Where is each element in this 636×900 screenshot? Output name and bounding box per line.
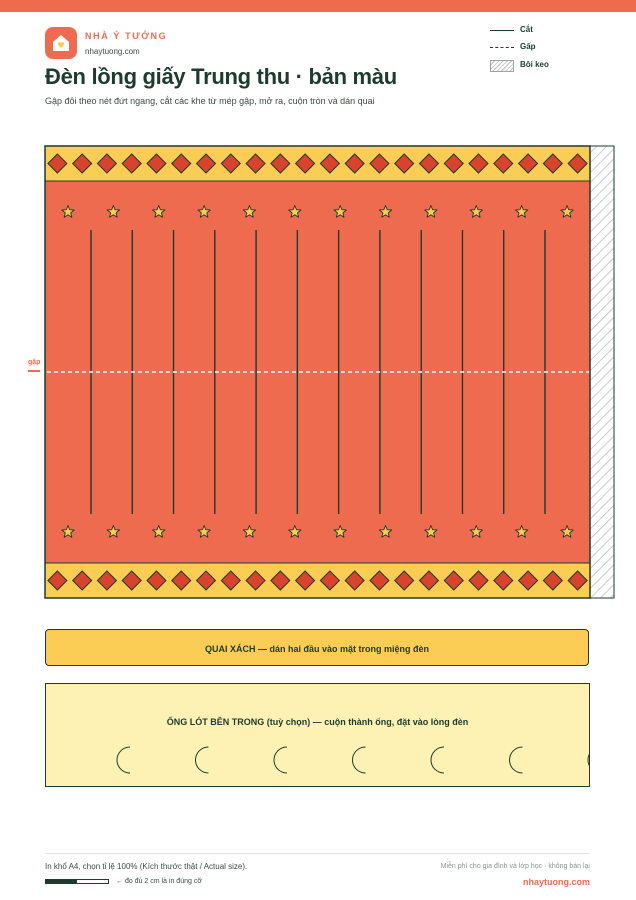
diamond-icon — [370, 571, 389, 590]
scale-bar — [45, 879, 109, 884]
diamond-icon — [122, 571, 141, 590]
brand-logo — [45, 27, 77, 59]
diamond-icon — [147, 154, 166, 173]
scale-note: ← đo đủ 2 cm là in đúng cỡ — [116, 878, 202, 885]
star-icon — [515, 526, 527, 538]
legend-glue-label: Bôi keo — [520, 60, 549, 69]
brand-name: NHÀ Ý TƯỞNG — [85, 31, 168, 41]
crescent-moon-icon — [588, 747, 590, 773]
diamond-icon — [345, 571, 364, 590]
star-icon — [153, 526, 165, 538]
star-icon — [334, 526, 346, 538]
star-icon — [107, 206, 119, 218]
diamond-icon — [345, 154, 364, 173]
lantern-body — [45, 146, 590, 598]
glue-tab — [590, 146, 614, 598]
diamond-icon — [197, 154, 216, 173]
diamond-icon — [519, 571, 538, 590]
diamond-icon — [568, 154, 587, 173]
diamond-icon — [246, 154, 265, 173]
top-band — [45, 146, 590, 181]
star-icon — [561, 526, 573, 538]
star-icon — [62, 526, 74, 538]
glue-swatch-icon — [490, 60, 514, 72]
diamond-icon — [147, 571, 166, 590]
dashed-line-icon — [490, 47, 514, 48]
star-icon — [289, 206, 301, 218]
legend-cut-label: Cắt — [520, 25, 533, 34]
star-icon — [379, 526, 391, 538]
crescent-moon-icon — [352, 747, 365, 773]
legend-fold-label: Gấp — [520, 42, 536, 51]
star-icon — [561, 206, 573, 218]
diamond-icon — [419, 154, 438, 173]
diamond-icon — [271, 154, 290, 173]
diamond-icon — [444, 571, 463, 590]
crescent-moon-icon — [117, 747, 130, 773]
star-icon — [198, 526, 210, 538]
crescent-moon-icon — [430, 747, 443, 773]
star-icon — [243, 526, 255, 538]
star-icon — [334, 206, 346, 218]
diamond-icon — [494, 571, 513, 590]
diamond-icon — [419, 571, 438, 590]
star-icon — [515, 206, 527, 218]
star-icon — [107, 526, 119, 538]
diamond-icon — [320, 571, 339, 590]
legend-glue — [489, 59, 599, 73]
diamond-icon — [97, 571, 116, 590]
star-icon — [470, 206, 482, 218]
diamond-icon — [519, 154, 538, 173]
diamond-icon — [73, 154, 92, 173]
diamond-icon — [246, 571, 265, 590]
liner-label: ỐNG LÓT BÊN TRONG (tuỳ chọn) — cuộn thành ống, đặt vào lòng đèn — [166, 717, 469, 727]
star-icon — [198, 206, 210, 218]
legend-cut — [489, 24, 599, 38]
diamond-icon — [73, 571, 92, 590]
diamond-icon — [296, 571, 315, 590]
diamond-icon — [543, 571, 562, 590]
solid-line-icon — [490, 30, 514, 31]
license-note: Miễn phí cho gia đình và lớp học · không bán lại — [440, 863, 590, 870]
diamond-icon — [172, 571, 191, 590]
star-icon — [289, 526, 301, 538]
crescent-moon-icon — [509, 747, 522, 773]
diamond-icon — [320, 154, 339, 173]
diamond-icon — [221, 571, 240, 590]
star-icon — [243, 206, 255, 218]
lantern-outline — [45, 146, 590, 598]
diamond-icon — [395, 571, 414, 590]
print-note: In khổ A4, chọn tỉ lệ 100% (Kích thước thật / Actual size). — [45, 862, 248, 871]
diamond-icon — [395, 154, 414, 173]
star-icon — [470, 526, 482, 538]
handle-label: QUAI XÁCH — dán hai đầu vào mặt trong miệng đèn — [204, 644, 430, 654]
crescent-moon-icon — [195, 747, 208, 773]
diamond-icon — [370, 154, 389, 173]
bottom-band — [45, 563, 590, 598]
star-icon — [425, 526, 437, 538]
diamond-icon — [296, 154, 315, 173]
handle-strip — [45, 629, 589, 666]
diamond-icon — [48, 571, 67, 590]
brand-site: nhaytuong.com — [85, 47, 140, 56]
crescent-moon-icon — [274, 747, 287, 773]
diamond-icon — [48, 154, 67, 173]
moon-row — [45, 683, 590, 787]
top-accent-bar — [0, 0, 636, 12]
diamond-icon — [97, 154, 116, 173]
diamond-icon — [444, 154, 463, 173]
star-icon — [379, 206, 391, 218]
liner-strip — [45, 683, 590, 787]
diamond-icon — [494, 154, 513, 173]
star-icon — [425, 206, 437, 218]
diamond-icon — [197, 571, 216, 590]
house-heart-icon — [51, 33, 71, 53]
page-subtitle: Gập đôi theo nét đứt ngang, cắt các khe từ mép gập, mở ra, cuộn tròn và dán quai — [45, 96, 375, 106]
diamond-icon — [271, 571, 290, 590]
diamond-icon — [122, 154, 141, 173]
footer-url: nhaytuong.com — [523, 877, 590, 887]
star-icon — [62, 206, 74, 218]
diamond-icon — [221, 154, 240, 173]
fold-marker-label: gập — [28, 359, 41, 366]
star-icon — [153, 206, 165, 218]
diamond-icon — [568, 571, 587, 590]
page-title: Đèn lồng giấy Trung thu · bản màu — [45, 64, 397, 89]
fold-marker-tick — [28, 370, 40, 372]
legend-fold — [489, 41, 599, 55]
diamond-icon — [469, 571, 488, 590]
diamond-icon — [172, 154, 191, 173]
diamond-icon — [469, 154, 488, 173]
diamond-icon — [543, 154, 562, 173]
footer-divider — [45, 853, 590, 854]
